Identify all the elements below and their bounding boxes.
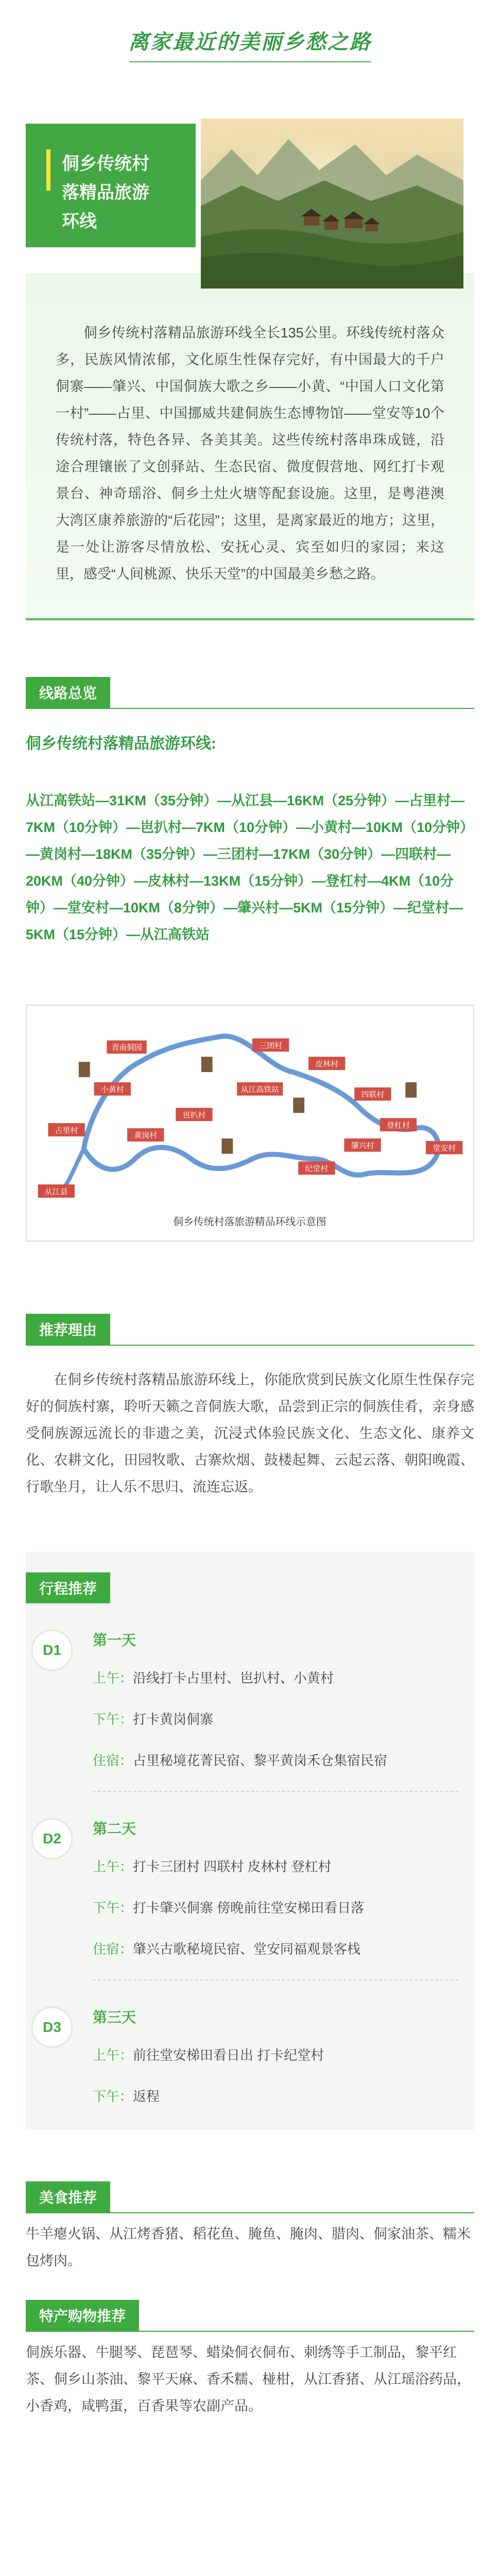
shop-section: [26, 2300, 474, 2419]
intro-section: [26, 273, 474, 620]
day-title: 第一天: [93, 1632, 136, 1648]
route-heading: 线路总览: [26, 677, 110, 708]
schedule-value: 前往堂安梯田看日出 打卡纪堂村: [133, 2047, 324, 2063]
schedule-row: [93, 2083, 459, 2109]
schedule-value: 沿线打卡占里村、岜扒村、小黄村: [133, 1670, 334, 1686]
schedule-value: 打卡肇兴侗寨 傍晚前往堂安梯田看日落: [133, 1900, 365, 1916]
map-label: 堂安村: [433, 1143, 456, 1153]
hero-title-line: 环线: [62, 212, 97, 231]
schedule-key: 住宿：: [93, 1753, 133, 1768]
map-label: 从江县: [45, 1187, 68, 1196]
food-text: 牛羊瘪火锅、从江烤香猪、稻花鱼、腌鱼、腌肉、腊肉、侗家油茶、糯米包烤肉。: [26, 2226, 471, 2268]
reason-heading: 推荐理由: [26, 1314, 110, 1345]
day-divider: [93, 1979, 459, 1980]
section-divider: [26, 1345, 474, 1346]
day-title: 第二天: [93, 1821, 136, 1837]
map-label: 三团村: [259, 1041, 282, 1050]
itinerary-heading: 行程推荐: [26, 1572, 110, 1603]
title-underline: [129, 61, 371, 62]
schedule-row: [93, 1665, 459, 1691]
food-section: [26, 2181, 474, 2274]
day-badge: D3: [31, 2006, 73, 2048]
day-title: 第三天: [93, 2009, 136, 2025]
reason-text: 在侗乡传统村落精品旅游环线上，你能欣赏到民族文化原生性保存完好的侗族村寨，聆听天籁之音侗族大歌，品尝到正宗的侗族佳肴，亲身感受侗族源远流长的非遗之美，沉浸式体验民族文化、生态文化、康养文化、农耕文化，田园牧歌、古寨炊烟、鼓楼起舞、云起云落、朝阳晚霞、行歌坐月，让人乐不思归、流连忘返。: [26, 1372, 474, 1495]
section-divider: [26, 2212, 474, 2213]
day-block: [26, 2006, 474, 2109]
map-label: 肇兴村: [351, 1141, 374, 1150]
map-label: 黄岗村: [134, 1130, 158, 1140]
map-label: 皮林村: [315, 1059, 338, 1069]
schedule-value: 占里秘境花菁民宿、黎平黄岗禾仓集宿民宿: [133, 1753, 388, 1768]
section-divider: [26, 2331, 474, 2332]
hero-title-line: 落精品旅游: [62, 183, 149, 202]
accent-bar: [46, 149, 50, 191]
schedule-row: [93, 2042, 459, 2068]
schedule-value: 返程: [133, 2089, 160, 2104]
intro-text: 侗乡传统村落精品旅游环线全长135公里。环线传统村落众多，民族风情浓郁，文化原生性保存完好，有中国最大的千户侗寨——肇兴、中国侗族大歌之乡——小黄、“中国人口文化第一村”——占里、中国挪威共建侗族生态博物馆——堂安等10个传统村落，特色各异、各美其美。这些传统村落串珠成链，沿途合理镶嵌了文创驿站、生态民宿、微度假营地、网红打卡观景台、神奇瑶浴、侗乡土灶火塘等配套设施。这里，是粤港澳大湾区康养旅游的“后花园”；这里，是离家最近的地方；这里，是一处让游客尽情放松、安抚心灵、宾至如归的家园；来这里，感受“人间桃源、快乐天堂”的中国最美乡愁之路。: [56, 325, 444, 582]
route-subtitle: 侗乡传统村落精品旅游环线:: [26, 735, 216, 752]
schedule-row: [93, 1854, 459, 1879]
schedule-row: [93, 1748, 459, 1773]
schedule-key: 上午：: [93, 1859, 133, 1874]
map-label: 青南侗园: [111, 1043, 142, 1053]
schedule-key: 下午：: [93, 1711, 133, 1727]
schedule-key: 上午：: [93, 2047, 133, 2063]
section-divider: [26, 708, 474, 709]
map-label: 小黄村: [101, 1084, 124, 1094]
schedule-key: 上午：: [93, 1670, 133, 1686]
shop-heading: 特产购物推荐: [26, 2300, 139, 2331]
map-label: 从江高铁站: [240, 1084, 279, 1094]
schedule-key: 住宿：: [93, 1941, 133, 1957]
hero-title-box: [26, 124, 196, 247]
hero-photo: [201, 118, 463, 289]
schedule-row: [93, 1706, 459, 1732]
day-block: [26, 1629, 474, 1792]
route-map: [26, 1005, 474, 1242]
schedule-row: [93, 1895, 459, 1921]
shop-text: 侗族乐器、牛腿琴、琵琶琴、蜡染侗衣侗布、刺绣等手工制品，黎平红茶、侗乡山茶油、黎平天麻、香禾糯、椪柑，从江香猪、从江瑶浴药品，小香鸡，咸鸭蛋，百香果等农副产品。: [26, 2345, 471, 2414]
schedule-value: 肇兴古歌秘境民宿、堂安同福观景客栈: [133, 1941, 361, 1957]
route-section: [26, 677, 474, 948]
map-caption: 侗乡传统村落旅游精品环线示意图: [173, 1216, 326, 1228]
schedule-value: 打卡三团村 四联村 皮林村 登杠村: [133, 1859, 332, 1874]
map-label: 岜扒村: [182, 1110, 206, 1120]
map-graphic: [27, 1006, 473, 1241]
page-title: 离家最近的美丽乡愁之路: [128, 31, 372, 54]
hero-section: [26, 118, 474, 294]
schedule-key: 下午：: [93, 1900, 133, 1916]
day-badge: D2: [31, 1818, 73, 1860]
food-heading: 美食推荐: [26, 2181, 110, 2212]
day-divider: [93, 1791, 459, 1792]
reason-section: [26, 1314, 474, 1500]
itinerary-section: [26, 1552, 474, 2130]
schedule-value: 打卡黄岗侗寨: [133, 1711, 214, 1727]
page-header: [0, 0, 500, 82]
day-block: [26, 1818, 474, 1980]
route-path: 从江高铁站—31KM（35分钟）—从江县—16KM（25分钟）—占里村—7KM（10分钟）—岜扒村—7KM（10分钟）—小黄村—10KM（10分钟）—黄岗村—18KM（35分钟）—三团村—17KM（30分钟）—四联村—20KM（40分钟）—皮林村—13KM（15分钟）—登杠村—4KM（10分钟）—堂安村—10KM（8分钟）—肇兴村—5KM（15分钟）—纪堂村—5KM（15分钟）—从江高铁站: [26, 793, 474, 942]
landscape-photo: [201, 118, 463, 289]
schedule-row: [93, 1936, 459, 1962]
map-label: 占里村: [55, 1125, 78, 1135]
schedule-key: 下午：: [93, 2089, 133, 2104]
hero-title-line: 侗乡传统村: [62, 154, 149, 174]
map-label: 纪堂村: [305, 1164, 329, 1174]
map-label: 四联村: [361, 1090, 385, 1099]
map-label: 登杠村: [387, 1120, 410, 1130]
day-badge: D1: [31, 1629, 73, 1671]
hero-title: [62, 149, 180, 236]
